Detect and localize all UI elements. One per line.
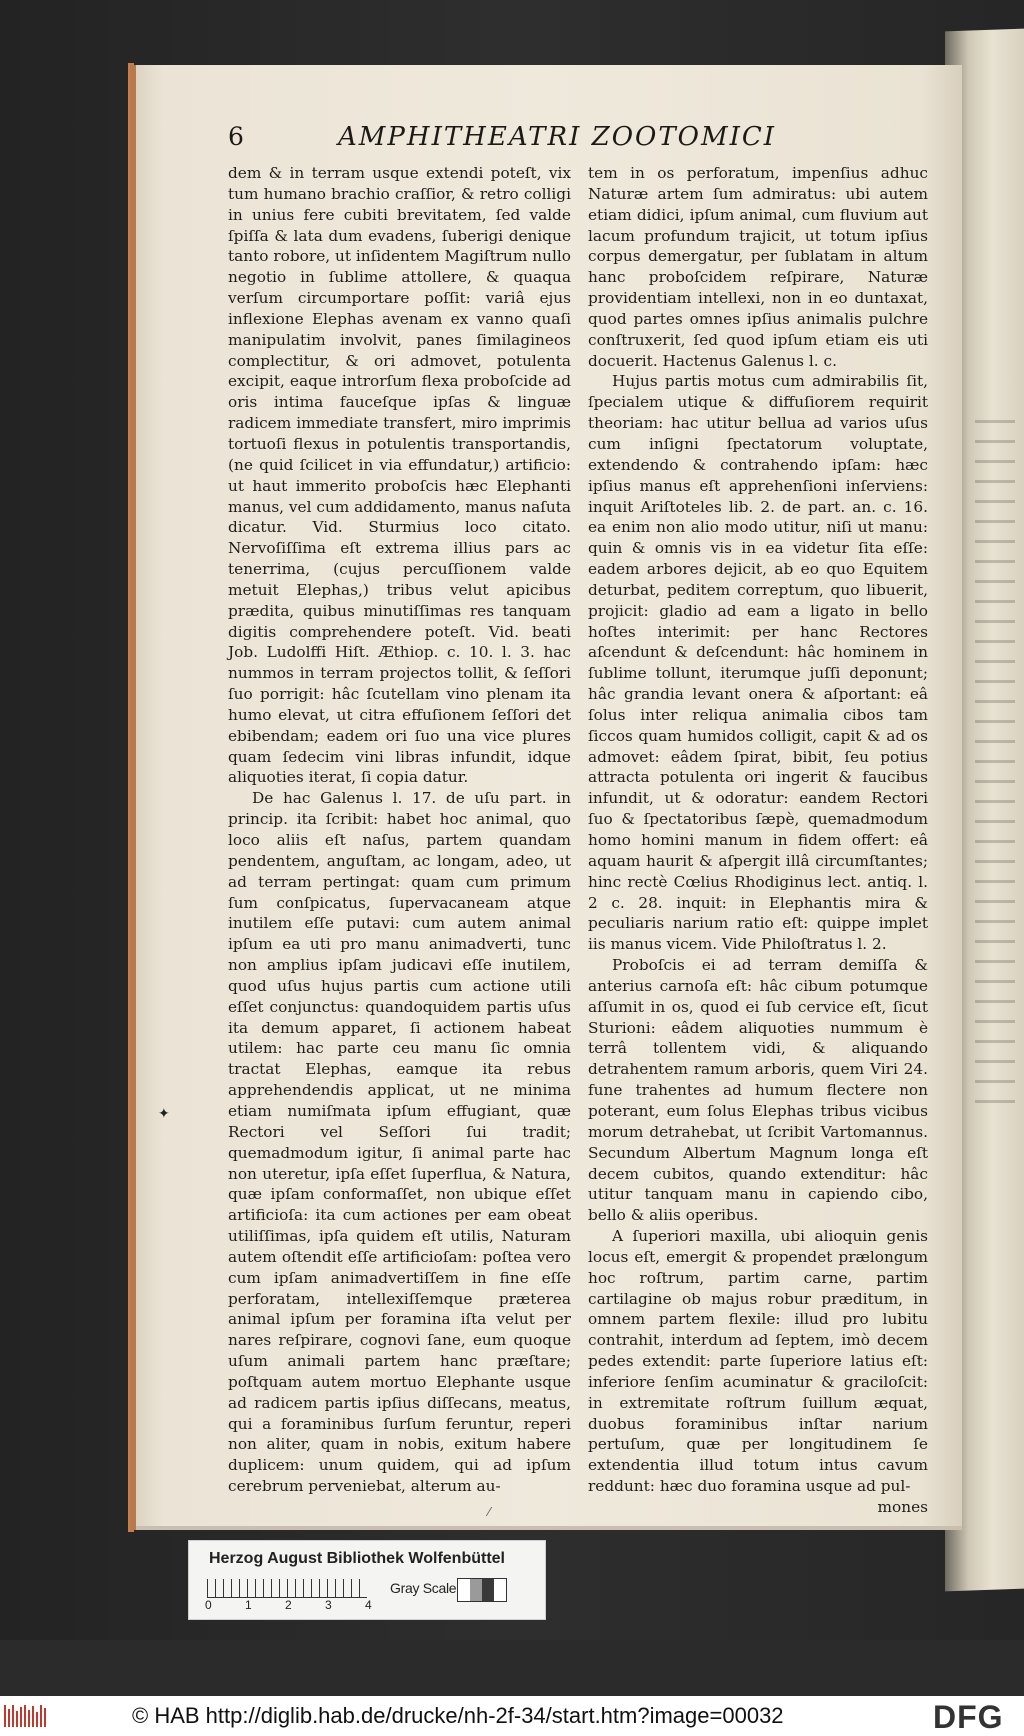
margin-mark-icon: ✦: [158, 1106, 170, 1122]
ruler-number: 4: [365, 1598, 372, 1612]
library-label: [188, 1540, 546, 1620]
dfg-logo: DFG: [933, 1699, 1004, 1735]
gray-scale-label: Gray Scale: [390, 1580, 457, 1596]
ruler-number: 2: [285, 1598, 292, 1612]
paragraph: A ſuperiori maxilla, ubi alioquin genis locus eſt, emergit & propendet prælongum hoc roſtrum, partim carne, partim cartilagine ob majus robur præditum, in omnem partem flexile: illud pro lubitu contrahit, interdum ad ſeptem, imò decem pedes extendit: parte ſuperiore latius eſt: inferiore ſenſim acuminatur & graciloſcit: in extremitate roſtrum ſuillum æquat, duobus foraminibus inſtar narium pertuſum, quæ per longitudinem ſe extendentia illud totum intus cavum reddunt: hæc duo foramina usque ad pul-: [588, 1227, 928, 1496]
paragraph: Hujus partis motus cum admirabilis ſit, ſpecialem utique & diffuſiorem requirit theoriam: hac utitur bellua ad varios uſus cum inſigni ſpectatorum voluptate, extendendo & contrahendo ipſam: hæc ipſius manus eſt apprehenſioni inſerviens: inquit Ariſtoteles lib. 2. de part. an. c. 16. ea enim non alio modo utitur, niſi ut manu: quin & omnis vis in ea videtur ſita eſſe: eadem arbores dejicit, ab eo quo Equitem deturbat, peditem correptum, quo libuerit, projicit: gladio ad eam a ligato in bello hoſtes interimit: per hanc Rectores aſcendunt & deſcendunt: hâc hominem in ſublime tollunt, iterumque juſſi deponunt; hâc grandia levant onera & aſportant: eâ ſolus inter reliqua animalia cibos tam ſiccos quam humidos colligit, capit & ad os admovet: eâdem ſpirat, bibit, ſeu potius attracta potulenta ori ingerit & faucibus infundit, ut & odoratur: eandem Rectori ſuo & ſpectatoribus ſæpè, quemadmodum homo homini manum in fidem offert: eâ aquam haurit & aſpergit illâ circumſtantes; hinc rectè Cœlius Rhodiginus lect. antiq. l. 2 c. 28. inquit: in Elephantis mira & peculiaris narium ratio eſt: quippe implet iis manus vicem. Vide Philoſtratus l. 2.: [588, 372, 928, 954]
paragraph: Proboſcis ei ad terram demiſſa & anterius carnoſa eſt: hâc cibum potumque aſſumit in os, quod ei ſub cervice eſt, ſicut Sturioni: eâdem aliquoties nummum è terrâ tollentem vidi, & aliquando detrahentem ramum arboris, quem Viri 24. fune trahentes ad humum flectere non poterant, eum ſolus Elephas tribus vicibus morum detrahebat, ut ſcribit Vartomannus. Secundum Albertum Magnum longa eſt decem cubitos, quando extenditur: hâc utitur tanquam manu in capiendo cibo, bello & aliis operibus.: [588, 956, 928, 1225]
page-tick-mark-icon: ⁄: [488, 1505, 491, 1519]
next-page-text-shadow: [975, 420, 1015, 1120]
page-number: 6: [228, 122, 244, 151]
paragraph: dem & in terram usque extendi poteſt, vix tum humano brachio craſſior, & retro colligi in unius fere cubiti brevitatem, ſed valde ſpiſſa & lata dum evadens, ſuberigi denique tanto robore, ut inſidentem Magiſtrum nullo negotio in ſublime attollere, & quaqua verſum circumportare poſſit: variâ ejus inflexione Elephas avenam ex vanno quaſi manipulatim involvit, panes ſimilagineos complectitur, & ori admovet, potulenta excipit, eaque introrſum flexa proboſcide ad oris intima fauceſque ipſas & linguæ radicem immediate transfert, miro imprimis tortuoſi flexus in potulentis transportandis, (ne quid ſcilicet in via effundatur,) artificio: ut haut immerito proboſcis hæc Elephanti manus, vel cum addidamento, manus naſuta dicatur. Vid. Sturmius loco citato. Nervoſiſſima eſt extrema illius pars ac tenerrima, (cujus percuſſionem valde metuit Elephas,) tribus velut apicibus prædita, quibus minutiſſimas res tanquam digitis comprehendere poteſt. Vid. beati Job. Ludolffi Hiſt. Æthiop. c. 10. l. 3. hac nummos in terram projectos tollit, & ſeſſori ſuo porrigit: hâc ſcutellam vino plenam ita humo elevat, ut citra effuſionem ſeſſori det ebibendam; eadem ori ſuo una vice plures quam ſedecim vini libras infundit, idque aliquoties iterat, ſi copia datur.: [228, 164, 571, 787]
right-column: [588, 163, 928, 1518]
catchword: mones: [877, 1498, 928, 1516]
ruler-numbers: [205, 1598, 375, 1614]
running-title: AMPHITHEATRI ZOOTOMICI: [338, 122, 777, 152]
footer-credit-link[interactable]: © HAB http://diglib.hab.de/drucke/nh-2f-34/start.htm?image=00032: [132, 1703, 784, 1728]
page-header: [228, 122, 798, 162]
ruler-number: 1: [245, 1598, 252, 1612]
library-title: Herzog August Bibliothek Wolfenbüttel: [209, 1550, 505, 1567]
footer-bar: [0, 1696, 1024, 1736]
ruler-scale: [207, 1579, 367, 1598]
paragraph: De hac Galenus l. 17. de uſu part. in princip. ita ſcribit: habet hoc animal, quo loco aliis eſt naſus, partem quandam pendentem, anguſtam, ac longam, adeo, ut ad terram pertingat: quam cum primum ſum conſpicatus, ſupervacaneam atque inutilem eſſe putavi: cum autem animal ipſum ea uti pro manu animadverti, tunc non amplius ipſam judicavi eſſe inutilem, quod uſus hujus partis cum actione utili eſſet conjunctus: quandoquidem partis uſus ita demum apparet, ſi actionem habeat utilem: hac parte ceu manu ſic omnia tractat Elephas, eamque ita rebus apprehendendis applicat, ut ne minima etiam numiſmata ipſum effugiant, quæ Rectori vel Seſſori ſui tradit; quemadmodum igitur, ſi animal parte hac non uteretur, ipſa eſſet ſuperflua, & Natura, quæ ipſam conformaſſet, non ubique eſſet artificioſa: ita cum actiones per eam obeat utiliſſimas, ipſa quidem eſt utilis, Naturam autem oſtendit eſſe artificioſam: poſtea vero cum ipſam animadvertiſſem in fine eſſe perforatam, intellexiſſemque præterea animal ipſum per foramina iſta velut per nares reſpirare, cognovi ſane, eum quoque uſum animali partem hanc præſtare; poſtquam autem mortuo Elephante usque ad radicem partis ipſius diſſecans, meatus, qui a foraminibus ſurſum feruntur, reperi non aliter, quam in nobis, exitum habere duplicem: unum quidem, qui ad ipſum cerebrum perveniebat, alterum au-: [228, 789, 571, 1496]
ruler-number: 0: [205, 1598, 212, 1612]
gray-scale-swatches: [457, 1578, 507, 1602]
ruler-number: 3: [325, 1598, 332, 1612]
paragraph: tem in os perforatum, impenſius adhuc Naturæ artem ſum admiratus: ubi autem etiam didici, ipſum animal, cum fluvium aut lacum profundum trajicit, ut totum ipſius corpus demergatur, per ſublatam in altum hanc proboſcidem reſpirare, Naturæ providentiam intellexi, non in eo duntaxat, quod partes omnes ipſius animalis pulchre conſtruxerit, ſed quod ipſum etiam eis uti docuerit. Hactenus Galenus l. c.: [588, 164, 928, 370]
barcode-bars-icon: [4, 1705, 48, 1727]
left-column: [228, 163, 571, 1497]
